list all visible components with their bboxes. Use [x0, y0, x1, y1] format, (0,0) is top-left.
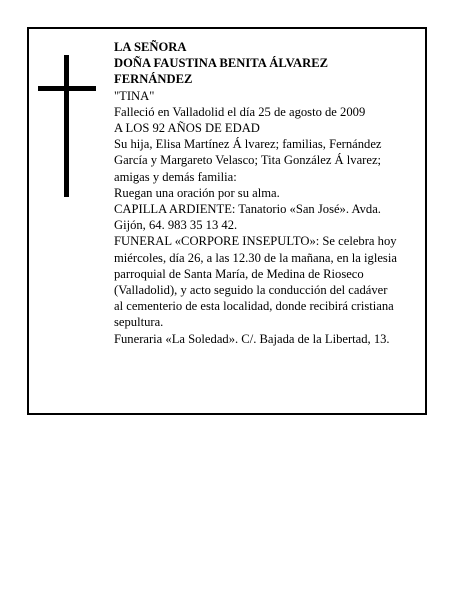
funeral-line: FUNERAL «CORPORE INSEPULTO»: Se celebra hoy — [114, 234, 397, 249]
chapel-line: CAPILLA ARDIENTE: Tanatorio «San José». Avda. — [114, 202, 381, 217]
family-line: García y Margareto Velasco; Tita González Á lvarez; — [114, 153, 382, 168]
cross-vertical-bar — [64, 55, 69, 197]
family-line: Su hija, Elisa Martínez Á lvarez; familias, Fernández — [114, 137, 382, 152]
funeral-line: al cementerio de esta localidad, donde recibirá cristiana — [114, 299, 394, 314]
death-line: Falleció en Valladolid el día 25 de agosto de 2009 — [114, 104, 366, 119]
prayer-line: Ruegan una oración por su alma. — [114, 185, 280, 200]
obituary-text — [114, 39, 424, 347]
deceased-name-line: DOÑA FAUSTINA BENITA ÁLVAREZ — [114, 56, 329, 71]
funeral-line: (Valladolid), y acto seguido la conducción del cadáver — [114, 283, 388, 298]
age-line: A LOS 92 AÑOS DE EDAD — [114, 121, 260, 136]
chapel-line: Gijón, 64. 983 35 13 42. — [114, 218, 238, 233]
family-line: amigas y demás familia: — [114, 169, 237, 184]
cross-horizontal-bar — [38, 86, 96, 91]
nickname-line: "TINA" — [114, 88, 155, 103]
funeral-line: miércoles, día 26, a las 12.30 de la mañana, en la iglesia — [114, 250, 397, 265]
title-line: LA SEÑORA — [114, 40, 187, 54]
funeral-home-line: Funeraria «La Soledad». C/. Bajada de la Libertad, 13. — [114, 331, 390, 346]
funeral-line: sepultura. — [114, 315, 164, 330]
funeral-line: parroquial de Santa María, de Medina de Rioseco — [114, 266, 364, 281]
deceased-surname-line: FERNÁNDEZ — [114, 72, 193, 87]
cross-icon — [38, 55, 96, 197]
